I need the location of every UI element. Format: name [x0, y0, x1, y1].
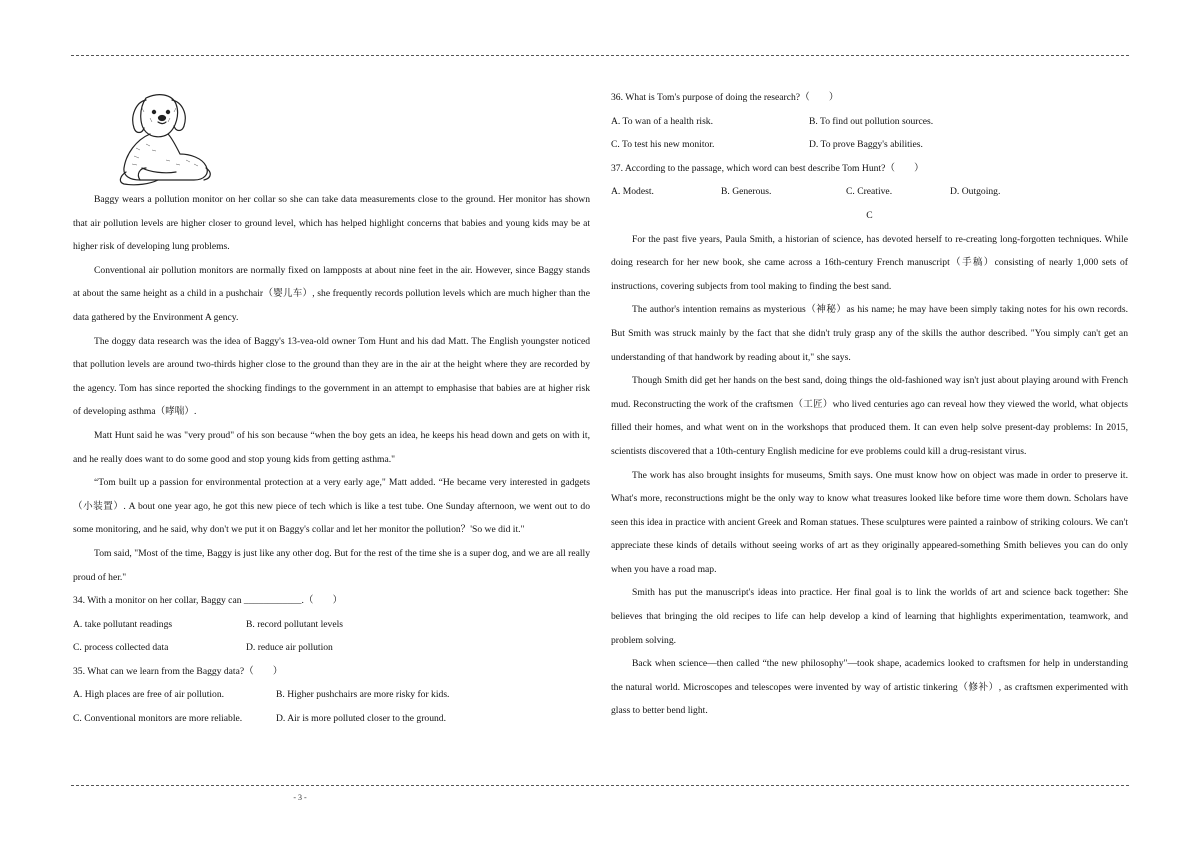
question-34-option-d: D. reduce air pollution [246, 642, 333, 654]
puppy-illustration-icon [106, 88, 216, 188]
header-divider [71, 55, 1129, 56]
question-34-options-row2 [73, 636, 590, 660]
question-34-options-row1 [73, 613, 590, 637]
question-34-option-c: C. process collected data [73, 642, 169, 654]
question-36-option-b: B. To find out pollution sources. [809, 115, 934, 127]
question-34-option-a: A. take pollutant readings [73, 618, 173, 630]
question-35-option-b: B. Higher pushchairs are more risky for kids. [276, 689, 450, 701]
question-34-option-b: B. record pollutant levels [246, 618, 343, 630]
question-35-option-d: D. Air is more polluted closer to the ground. [276, 713, 446, 725]
question-37-option-c: C. Creative. [846, 186, 893, 198]
question-34-stem: 34. With a monitor on her collar, Baggy can ____________.（ ） [73, 595, 343, 607]
question-35-stem: 35. What can we learn from the Baggy data?（ ） [73, 665, 283, 677]
question-36-option-c: C. To test his new monitor. [611, 139, 715, 151]
question-37-options [611, 180, 1128, 204]
passage-b-paragraph: “Tom built up a passion for environmental protection at a very early age," Matt added. “He became very interested in gadgets（小装置）. A bout one year ago, he got this new piece of tech which is like a test tube. One Sunday afternoon, we went out to do some monitoring, and he said, why don't we put it on Baggy's collar and let her monitor the pollution？'So we did it." [73, 477, 590, 536]
passage-c-paragraph: Smith has put the manuscript's ideas into practice. Her final goal is to link the worlds of art and science back together: She believes that bringing the old recipes to life can help develop a kind of learning that highlights experimentation, teamwork, and problem solving. [611, 587, 1128, 646]
footer-divider [71, 785, 1129, 786]
question-35-options-row2 [73, 707, 590, 731]
passage-c-paragraph: The author's intention remains as mysterious（神秘）as his name; he may have been simply taking notes for his own records. But Smith was struck mainly by the fact that she didn't truly grasp any of the skills the author described. "You simply can't get an understanding of that handwork by reading about it," she says. [611, 304, 1128, 363]
passage-b-paragraph: Matt Hunt said he was "very proud" of his son because “when the boy gets an idea, he keeps his head down and gets on with it, and he really does want to do some good and stop young kids from getting asthma." [73, 429, 590, 465]
passage-c-heading: C [866, 209, 873, 221]
passage-c-paragraph: For the past five years, Paula Smith, a historian of science, has devoted herself to re-creating long-forgotten techniques. While doing research for her new book, she came across a 16th-century French manuscript（手稿）consisting of nearly 1,000 sets of instructions, covering subjects from tool making to finding the best sand. [611, 233, 1128, 292]
question-36-stem: 36. What is Tom's purpose of doing the research?（ ） [611, 92, 839, 103]
passage-c-paragraph: Though Smith did get her hands on the best sand, doing things the old-fashioned way isn't just about playing around with French mud. Reconstructing the work of the craftsmen（工匠）who lived centuries ago can reveal how they viewed the world, what objects filled their homes, and what went on in the workshops that produced them. It can even help solve present-day problems: In 2015, scientists discovered that a 10th-century English medicine for eve problems could kill a drug-resistant virus. [611, 375, 1128, 457]
question-36-options-row1 [611, 110, 1128, 134]
passage-c-paragraph: The work has also brought insights for museums, Smith says. One must know how on object was made in order to preserve it. What's more, reconstructions might be the only way to know what treasures looked like before time wore them down. Scholars have seen this idea in practice with ancient Greek and Roman statues. These sculptures were painted a rainbow of striking colours. We can't appreciate these kinds of details without seeing works of art as they originally appeared-something Smith believes you can do only when you have a road map. [611, 469, 1128, 575]
passage-b-paragraph: Tom said, "Most of the time, Baggy is just like any other dog. But for the rest of the time she is a super dog, and we are all really proud of her." [73, 547, 590, 583]
question-36-options-row2 [611, 133, 1128, 157]
question-36-option-d: D. To prove Baggy's abilities. [809, 139, 923, 151]
passage-b-paragraph: Conventional air pollution monitors are normally fixed on lampposts at about nine feet in the air. However, since Baggy stands at about the same height as a child in a pushchair（婴儿车）, she frequently records pollution levels which are much higher than the data gathered by the Environment A gency. [73, 264, 590, 323]
left-column [73, 86, 590, 731]
passage-b-paragraph: The doggy data research was the idea of Baggy's 13-vea-old owner Tom Hunt and his dad Matt. The English youngster noticed that pollution levels are around two-thirds higher close to the ground than they are in the air at the height where they are recorded by the agency. Tom has since reported the shocking findings to the government in an attempt to emphasise that babies are at higher risk of developing asthma（哮喘）. [73, 335, 590, 418]
question-35-option-c: C. Conventional monitors are more reliable. [73, 713, 243, 725]
page-number: - 3 - [293, 793, 307, 802]
question-37-option-a: A. Modest. [611, 186, 654, 198]
question-35-option-a: A. High places are free of air pollution. [73, 689, 225, 701]
question-36-option-a: A. To wan of a health risk. [611, 115, 713, 127]
question-37-stem: 37. According to the passage, which word can best describe Tom Hunt?（ ） [611, 162, 924, 174]
passage-b-paragraph: Baggy wears a pollution monitor on her collar so she can take data measurements close to the ground. Her monitor has shown that air pollution levels are higher closer to ground level, which has helped highlight concerns that babies and young kids may be at higher risk of developing lung problems. [73, 194, 590, 253]
passage-c-paragraph: Back when science—then called “the new philosophy"—took shape, academics looked to craftsmen for help in understanding the natural world. Microscopes and telescopes were invented by way of artistic tinkering（修补）, as craftsmen experimented with glass to better bend light. [611, 658, 1128, 717]
question-35-options-row1 [73, 683, 590, 707]
right-column [611, 86, 1128, 723]
question-37-option-b: B. Generous. [721, 186, 772, 198]
question-37-option-d: D. Outgoing. [950, 186, 1001, 198]
